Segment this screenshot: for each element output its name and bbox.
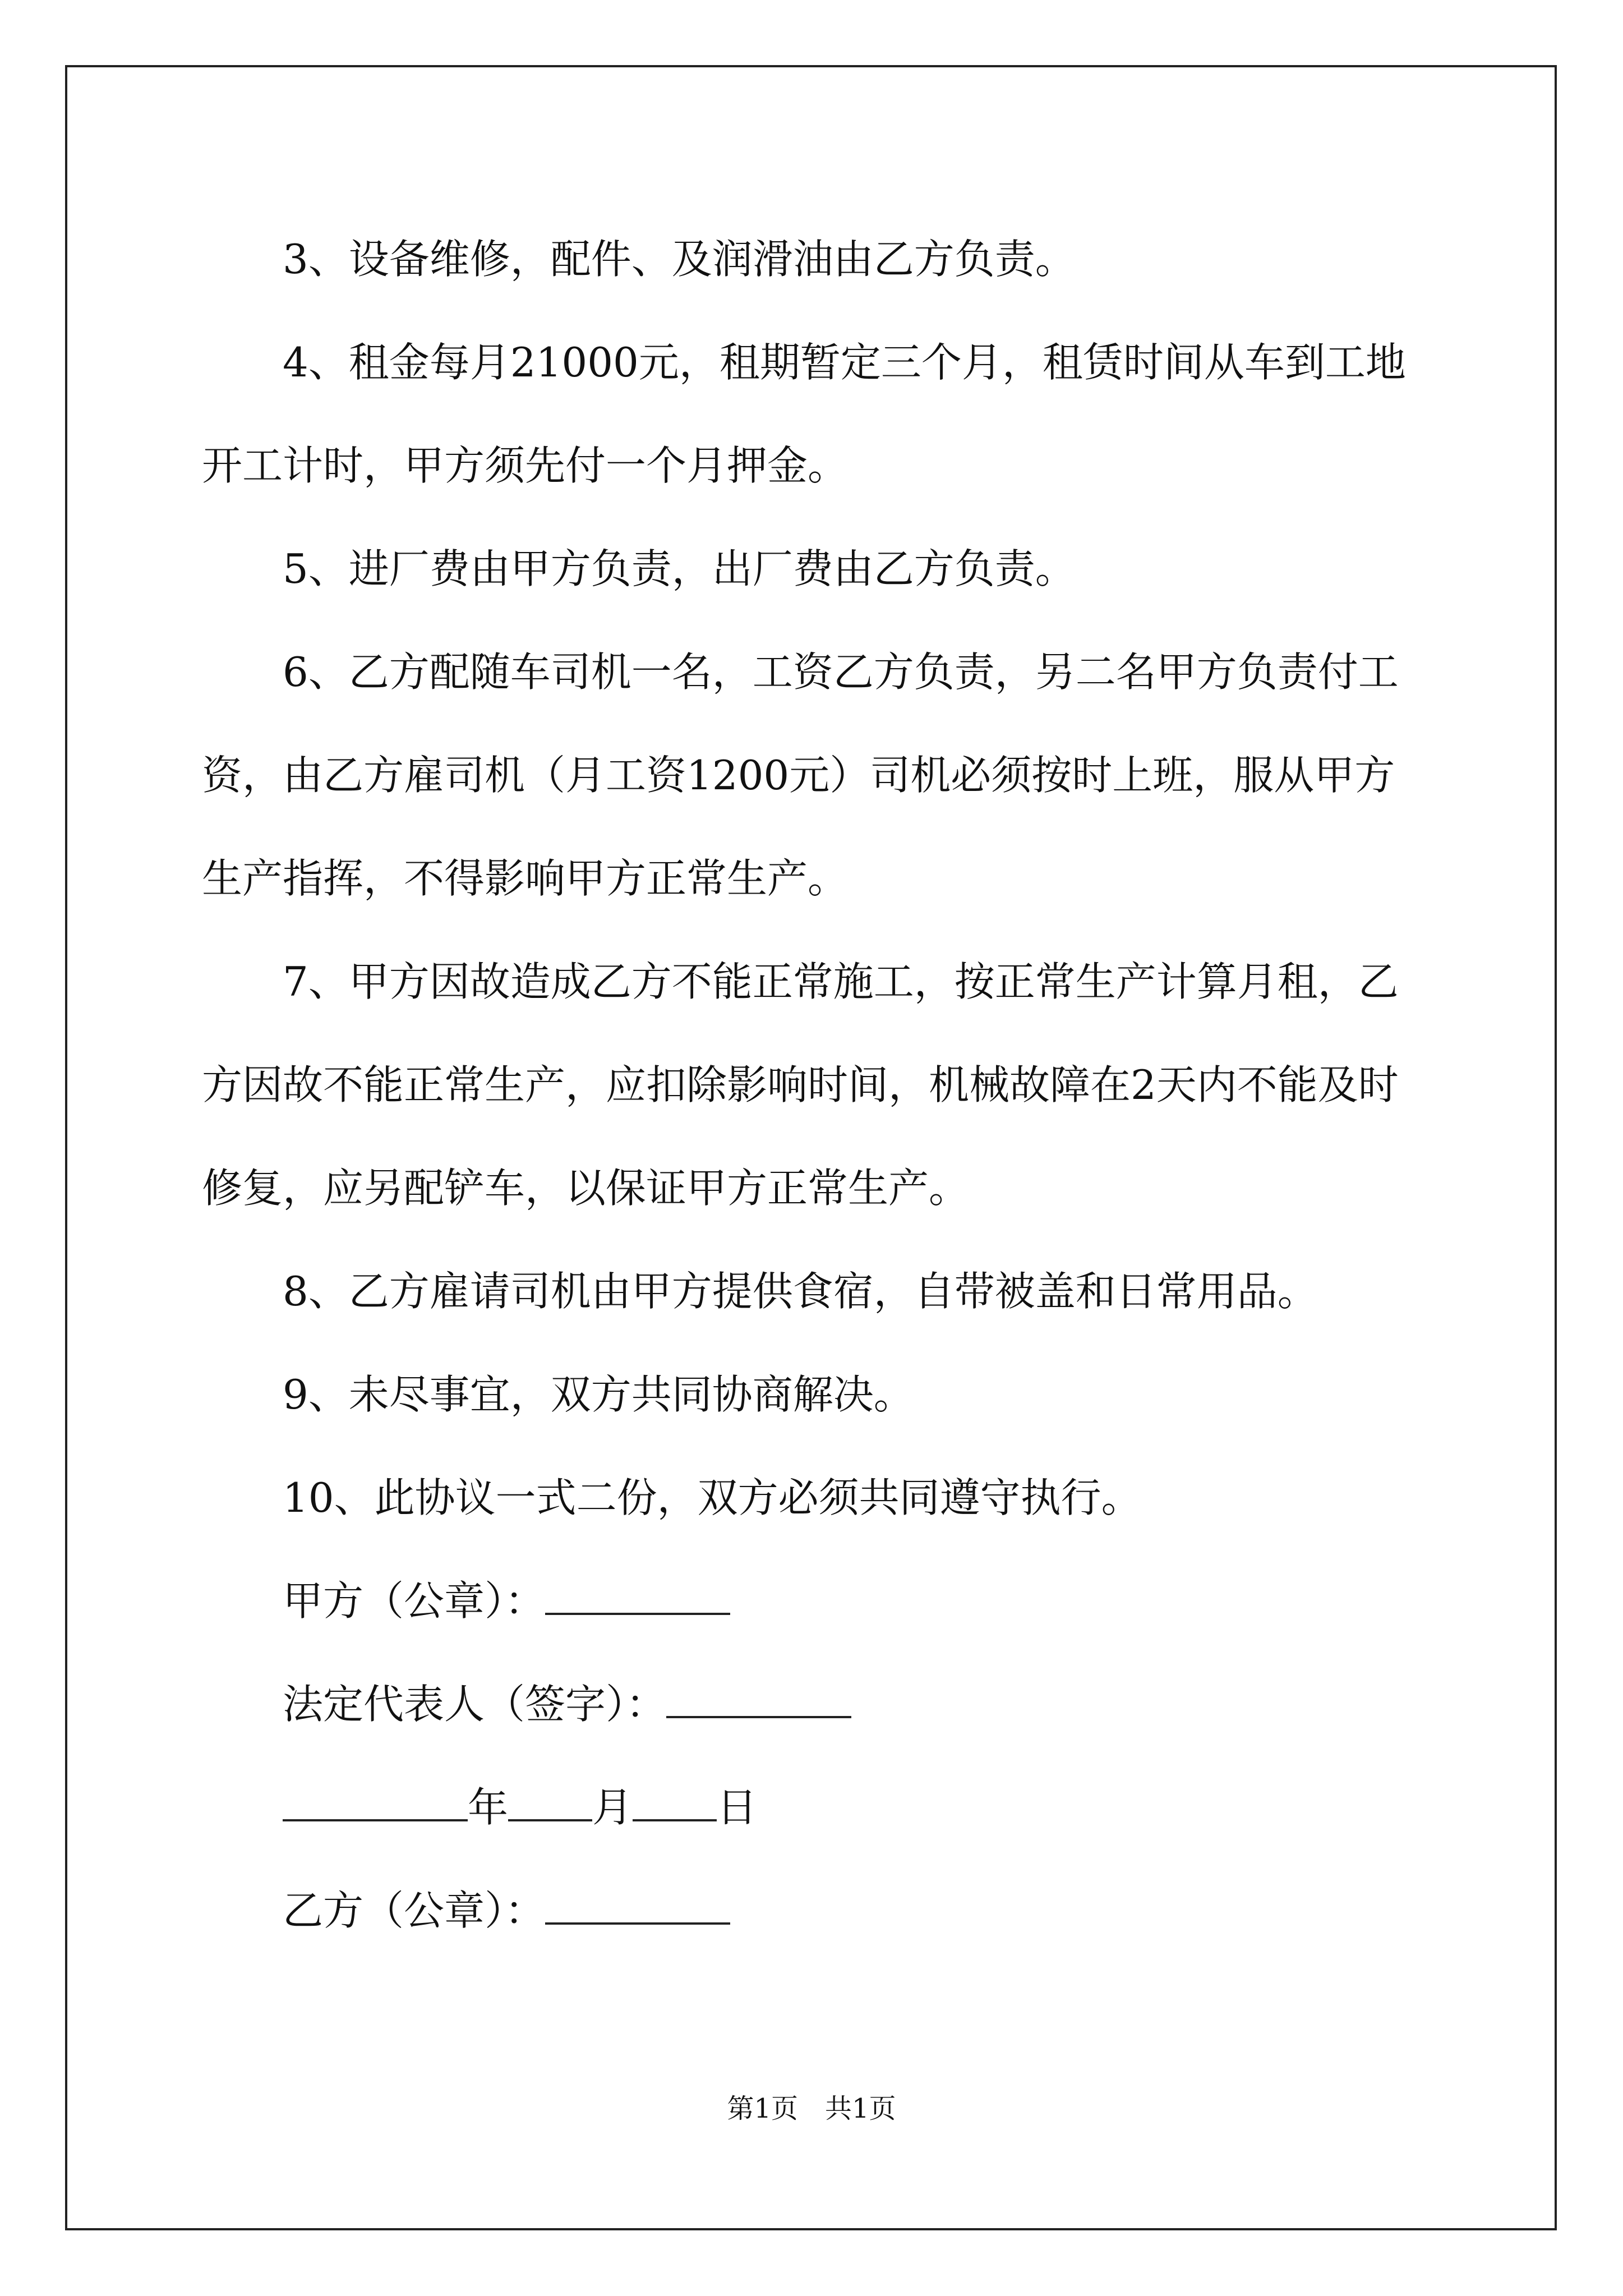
legal-rep-signature: [202, 1653, 1424, 1756]
party-a-signature: [202, 1549, 1424, 1653]
legal-rep-blank: [666, 1682, 851, 1718]
clause-5: 5、进厂费由甲方负责，出厂费由乙方负责。: [283, 545, 1076, 592]
clause-4: 4、租金每月21000元，租期暂定三个月，租赁时间从车到工地开工计时，甲方须先付一个月押金。: [202, 339, 1406, 489]
clause-10: 10、此协议一式二份，双方必须共同遵守执行。: [283, 1474, 1142, 1521]
clause-6: 6、乙方配随车司机一名，工资乙方负责，另二名甲方负责付工资，由乙方雇司机（月工资1200元）司机必须按时上班，服从甲方生产指挥，不得影响甲方正常生产。: [202, 648, 1399, 902]
document-body: [202, 208, 1424, 1962]
party-b-signature: [202, 1859, 1424, 1962]
party-a-label: 甲方（公章）：: [283, 1577, 546, 1625]
month-blank: [508, 1786, 592, 1821]
party-a-blank: [545, 1579, 730, 1615]
party-b-label: 乙方（公章）：: [283, 1887, 546, 1934]
month-label: 月: [592, 1784, 633, 1831]
year-blank: [283, 1786, 468, 1821]
legal-rep-label: 法定代表人（签字）：: [283, 1681, 667, 1728]
year-label: 年: [468, 1784, 509, 1831]
clause-3: 3、设备维修，配件、及润滑油由乙方负责。: [283, 236, 1076, 283]
signature-date: [202, 1756, 1424, 1859]
party-b-blank: [545, 1889, 730, 1925]
day-blank: [633, 1786, 717, 1821]
day-label: 日: [717, 1784, 758, 1831]
page-footer: 第1页 共1页: [727, 2093, 896, 2124]
clause-9: 9、未尽事宜，双方共同协商解决。: [283, 1371, 914, 1418]
clause-8: 8、乙方雇请司机由甲方提供食宿，自带被盖和日常用品。: [283, 1268, 1318, 1315]
clause-7: 7、甲方因故造成乙方不能正常施工，按正常生产计算月租，乙方因故不能正常生产，应扣除影响时间，机械故障在2天内不能及时修复，应另配铲车，以保证甲方正常生产。: [202, 958, 1399, 1212]
